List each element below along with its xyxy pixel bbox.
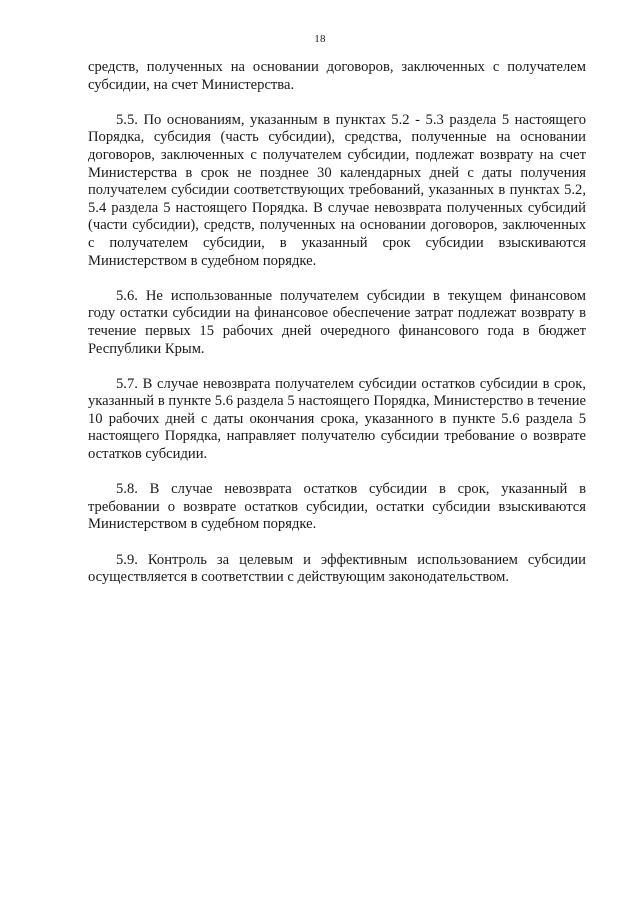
paragraph-gap (88, 270, 586, 288)
paragraph-gap (88, 94, 586, 112)
paragraph-5-5: 5.5. По основаниям, указанным в пунктах 5.2 - 5.3 раздела 5 настоящего Порядка, субсидия (часть субсидии), средства, полученные на основании договоров, заключенных с получателем субсидии, подлежат возврату на счет Министерства в срок не позднее 30 календарных дней с даты получения получателем субсидии соответствующих требований, указанных в пунктах 5.2, 5.4 раздела 5 настоящего Порядка. В случае невозврата полученных субсидий (части субсидии), средств, полученных на основании договоров, заключенных с получателем субсидии, в указанный срок субсидии взыскиваются Министерством в судебном порядке. (88, 111, 586, 269)
paragraph-5-6: 5.6. Не использованные получателем субсидии в текущем финансовом году остатки субсидии на финансовое обеспечение затрат подлежат возврату в течение первых 15 рабочих дней очередного финансового года в бюджет Республики Крым. (88, 287, 586, 357)
paragraph-gap (88, 464, 586, 482)
document-body (88, 59, 586, 587)
paragraph-gap (88, 358, 586, 376)
paragraph-5-7: 5.7. В случае невозврата получателем субсидии остатков субсидии в срок, указанный в пункте 5.6 раздела 5 настоящего Порядка, Министерство в течение 10 рабочих дней с даты окончания срока, указанного в пункте 5.6 раздела 5 настоящего Порядка, направляет получателю субсидии требование о возврате остатков субсидии. (88, 375, 586, 463)
paragraph-gap (88, 534, 586, 552)
paragraph-continuation: средств, полученных на основании договоров, заключенных с получателем субсидии, на счет Министерства. (88, 59, 586, 93)
paragraph-5-8: 5.8. В случае невозврата остатков субсидии в срок, указанный в требовании о возврате остатков субсидии, остатки субсидии взыскиваются Министерством в судебном порядке. (88, 481, 586, 533)
paragraph-5-9: 5.9. Контроль за целевым и эффективным использованием субсидии осуществляется в соответствии с действующим законодательством. (88, 551, 586, 586)
page-number: 18 (314, 33, 326, 45)
